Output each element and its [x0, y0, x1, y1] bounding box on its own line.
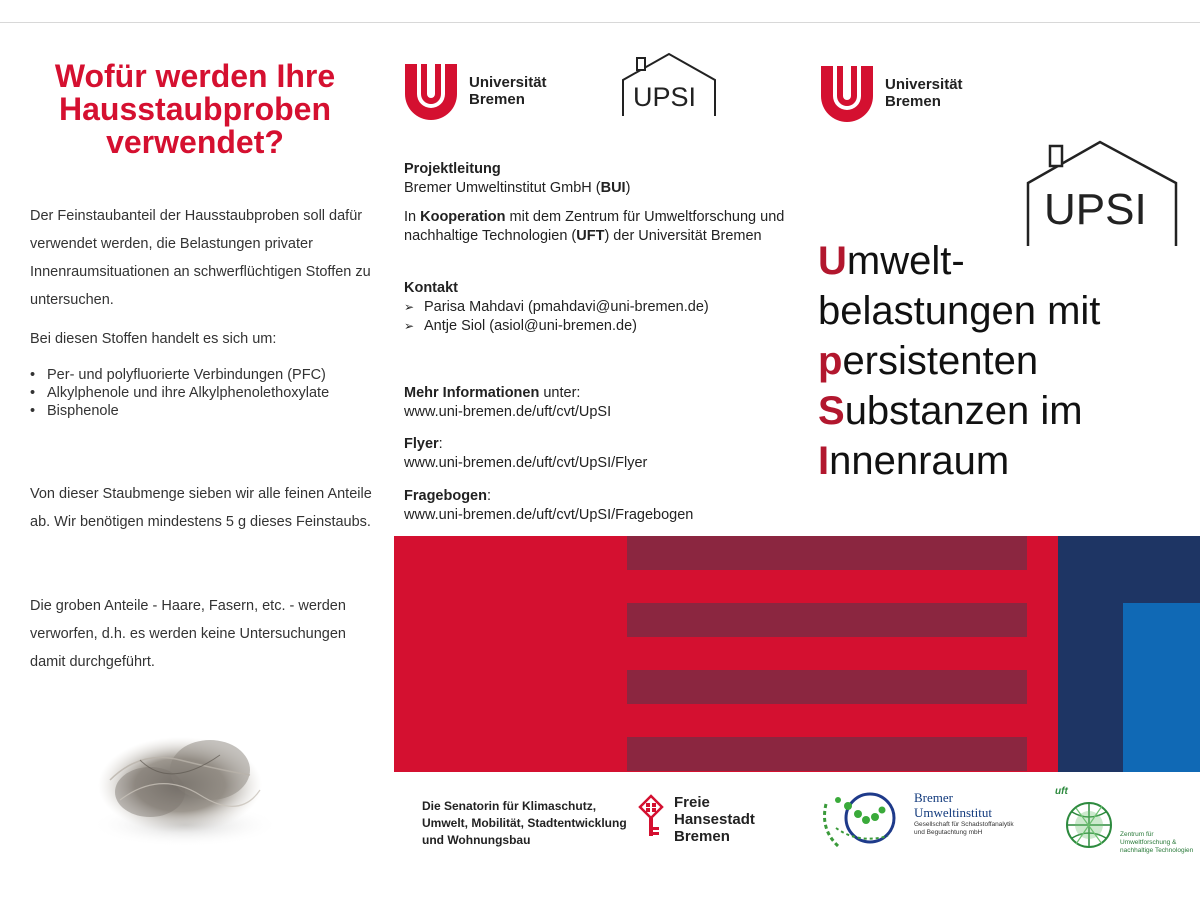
contact-block	[404, 279, 794, 336]
more-info-link[interactable]: www.uni-bremen.de/uft/cvt/UpSI	[404, 404, 612, 420]
upsi-house-logo-small	[615, 48, 720, 120]
list-item: • Bisphenole	[30, 402, 375, 420]
color-banner	[394, 536, 1200, 772]
university-name-line2: Bremen	[469, 91, 525, 108]
contact-item[interactable]: ➢ Parisa Mahdavi (pmahdavi@uni-bremen.de)	[404, 298, 794, 317]
questionnaire-block: Fragebogen: www.uni-bremen.de/uft/cvt/UpSI/Fragebogen	[404, 487, 794, 525]
university-u-icon	[818, 64, 876, 122]
banner-stripe	[627, 737, 1027, 771]
banner-blue-block	[1123, 603, 1200, 772]
uft-logo: uft Zentrum für Umweltforschung & nachhaltige Technologien	[1055, 786, 1194, 854]
more-info-label: Mehr Informationen	[404, 385, 540, 401]
substances-intro: Bei diesen Stoffen handelt es sich um:	[30, 331, 277, 347]
contact-list	[404, 298, 794, 336]
list-item: • Per- und polyfluorierte Verbindungen (PFC)	[30, 366, 375, 384]
project-lead-value: Bremer Umweltinstitut GmbH (BUI)	[404, 180, 631, 196]
flyer-label: Flyer	[404, 436, 439, 452]
upsi-text: UPSI	[1044, 185, 1147, 234]
bui-logo: Bremer Umweltinstitut Gesellschaft für Schadstoffanalytik und Begutachtung mbH	[818, 784, 1018, 854]
banner-stripe	[627, 603, 1027, 637]
banner-stripe	[627, 670, 1027, 704]
project-lead-label: Projektleitung	[404, 161, 501, 177]
bui-swirl-icon	[818, 784, 908, 854]
senate-logo-text: Die Senatorin für Klimaschutz, Umwelt, Mobilität, Stadtentwicklung und Wohnungsbau	[422, 799, 627, 847]
cooperation-label: Kooperation	[420, 209, 506, 225]
cooperation-block: In Kooperation mit dem Zentrum für Umweltforschung und nachhaltige Technologien (UFT) der Universität Bremen	[404, 209, 785, 244]
questionnaire-label: Fragebogen	[404, 488, 487, 504]
banner-stripe	[627, 536, 1027, 570]
university-name-line1: Universität	[469, 74, 547, 91]
bremen-logo: Freie Hansestadt Bremen	[638, 794, 755, 845]
flyer-link[interactable]: www.uni-bremen.de/uft/cvt/UpSI/Flyer	[404, 455, 648, 471]
project-lead-block	[404, 160, 794, 198]
university-name-line2: Bremen	[885, 93, 941, 110]
uft-globe-icon	[1058, 794, 1120, 856]
contact-item[interactable]: ➢ Antje Siol (asiol@uni-bremen.de)	[404, 317, 794, 336]
sieving-paragraph: Von dieser Staubmenge sieben wir alle feinen Anteile ab. Wir benötigen mindestens 5 g dieses Feinstaubs.	[30, 486, 372, 530]
university-logo-right	[818, 64, 963, 122]
coarse-paragraph: Die groben Anteile - Haare, Fasern, etc. - werden verworfen, d.h. es werden keine Untersuchungen damit durchgeführt.	[30, 598, 346, 670]
questionnaire-link[interactable]: www.uni-bremen.de/uft/cvt/UpSI/Fragebogen	[404, 507, 694, 523]
bremen-key-icon	[638, 794, 664, 840]
university-u-icon	[402, 62, 460, 120]
more-info-block: Mehr Informationen unter: www.uni-bremen.de/uft/cvt/UpSI	[404, 384, 794, 422]
list-item: • Alkylphenole und ihre Alkylphenolethoxylate	[30, 384, 375, 402]
left-title: Wofür werden Ihre Hausstaubproben verwendet?	[54, 58, 336, 160]
intro-paragraph: Der Feinstaubanteil der Hausstaubproben soll dafür verwendet werden, die Belastungen privater Innenraumsituationen an schwerflüchtigen Stoffen zu untersuchen.	[30, 208, 371, 308]
flyer-title: Umwelt- belastungen mit persistenten Substanzen im Innenraum	[818, 239, 1101, 483]
top-divider	[0, 22, 1200, 23]
upsi-house-logo-large	[1018, 138, 1183, 248]
dust-image	[70, 700, 290, 860]
upsi-text: UPSI	[633, 82, 697, 112]
university-logo-mid	[402, 62, 547, 120]
flyer-block: Flyer: www.uni-bremen.de/uft/cvt/UpSI/Flyer	[404, 435, 794, 473]
substance-list	[30, 366, 375, 420]
contact-label: Kontakt	[404, 280, 458, 296]
university-name-line1: Universität	[885, 76, 963, 93]
